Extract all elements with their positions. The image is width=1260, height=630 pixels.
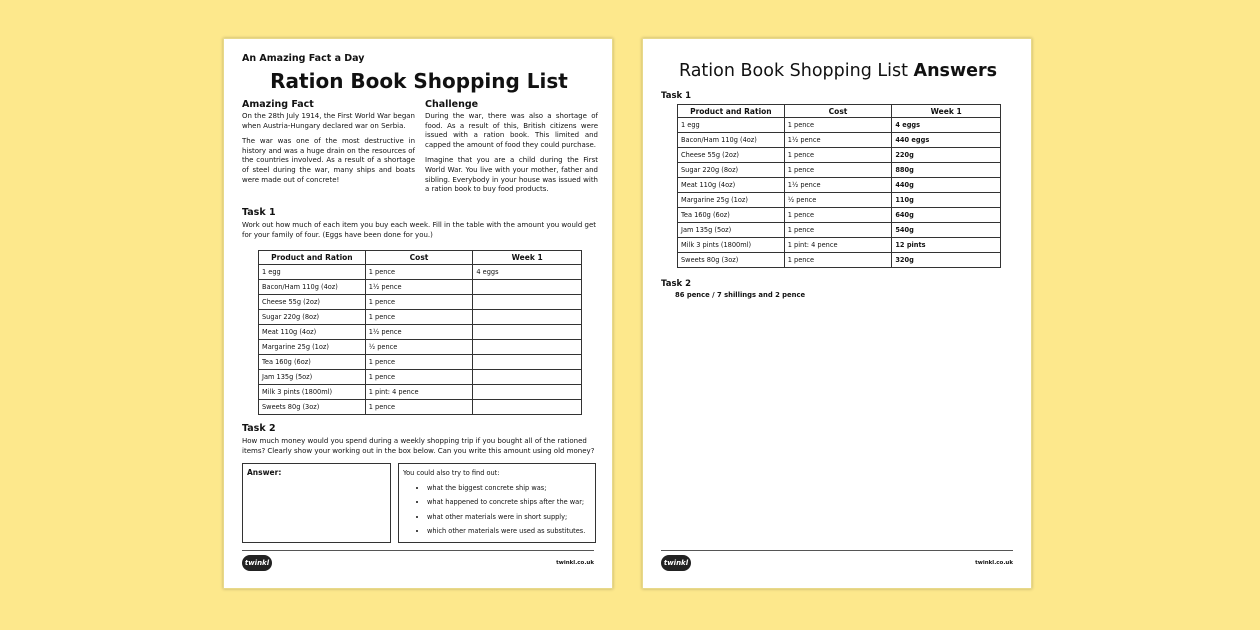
list-item: • which other materials were used as substitutes. [427, 524, 591, 539]
table-row [678, 118, 1001, 133]
cell-cost: 1 pence [365, 265, 473, 280]
table-header-row [259, 251, 582, 265]
answers-page [642, 38, 1032, 589]
worksheet-kicker: An Amazing Fact a Day [242, 53, 365, 64]
cell-product: 1 egg [678, 118, 785, 133]
list-item: • what other materials were in short supply; [427, 510, 591, 525]
worksheet-page [223, 38, 613, 589]
cell-product: Sugar 220g (8oz) [259, 310, 366, 325]
cell-product: Cheese 55g (2oz) [259, 295, 366, 310]
cell-week1: 440 eggs [892, 133, 1001, 148]
cell-product: Jam 135g (5oz) [678, 223, 785, 238]
task2-instructions: How much money would you spend during a weekly shopping trip if you bought all of the rationed items? Clearly show your working out in the box below. Can you write this amount using old money? [242, 437, 595, 455]
cell-week1: 640g [892, 208, 1001, 223]
cell-week1[interactable] [473, 295, 582, 310]
cell-product: Meat 110g (4oz) [259, 325, 366, 340]
cell-cost: 1½ pence [784, 133, 892, 148]
answers-task1-heading: Task 1 [661, 91, 692, 101]
find-out-box [398, 463, 596, 543]
cell-cost: 1 pint: 4 pence [365, 385, 473, 400]
cell-week1: 880g [892, 163, 1001, 178]
cell-product: Jam 135g (5oz) [259, 370, 366, 385]
cell-product: Meat 110g (4oz) [678, 178, 785, 193]
amazing-fact-paragraph-1: On the 28th July 1914, the First World War began when Austria-Hungary declared war on Serbia. [242, 112, 415, 130]
table-row [678, 148, 1001, 163]
cell-week1[interactable] [473, 340, 582, 355]
cell-cost: 1 pence [784, 148, 892, 163]
table-header-row [678, 105, 1001, 118]
header-product: Product and Ration [259, 251, 366, 265]
cell-week1: 320g [892, 253, 1001, 268]
table-row [259, 400, 582, 415]
table-row [678, 253, 1001, 268]
cell-week1: 110g [892, 193, 1001, 208]
cell-cost: 1 pence [365, 400, 473, 415]
cell-product: Sweets 80g (3oz) [259, 400, 366, 415]
cell-week1[interactable] [473, 310, 582, 325]
answers-task2-answer: 86 pence / 7 shillings and 2 pence [675, 291, 806, 299]
header-cost: Cost [365, 251, 473, 265]
table-row [678, 178, 1001, 193]
twinkl-logo: twinkl [661, 555, 691, 571]
table-row [259, 265, 582, 280]
table-row [259, 295, 582, 310]
answers-title [643, 61, 1033, 81]
cell-cost: 1 pence [365, 295, 473, 310]
table-row [259, 310, 582, 325]
table-row [259, 385, 582, 400]
table-row [678, 208, 1001, 223]
header-cost: Cost [784, 105, 892, 118]
cell-cost: 1½ pence [365, 280, 473, 295]
answers-title-bold: Answers [913, 61, 998, 81]
cell-product: Milk 3 pints (1800ml) [678, 238, 785, 253]
worksheet-title: Ration Book Shopping List [270, 69, 568, 93]
cell-cost: 1 pence [365, 355, 473, 370]
cell-product: Bacon/Ham 110g (4oz) [678, 133, 785, 148]
challenge-paragraph-1: During the war, there was also a shortage of food. As a result of this, British citizens were issued with a ration book. This limited and capped the amount of food they could purchase. [425, 112, 598, 149]
answer-box[interactable] [242, 463, 391, 543]
cell-cost: 1 pence [784, 223, 892, 238]
cell-product: Cheese 55g (2oz) [678, 148, 785, 163]
table-row [678, 193, 1001, 208]
table-row [259, 325, 582, 340]
cell-week1[interactable] [473, 355, 582, 370]
cell-cost: 1 pence [784, 253, 892, 268]
cell-product: Tea 160g (6oz) [678, 208, 785, 223]
table-row [678, 238, 1001, 253]
cell-week1: 220g [892, 148, 1001, 163]
cell-cost: ½ pence [365, 340, 473, 355]
table-row [678, 223, 1001, 238]
answers-task2-heading: Task 2 [661, 279, 692, 289]
ration-table [258, 250, 582, 415]
footer-site: twinkl.co.uk [975, 560, 1013, 566]
task1-heading: Task 1 [242, 207, 276, 218]
table-row [259, 355, 582, 370]
table-row [259, 280, 582, 295]
list-item: • what the biggest concrete ship was; [427, 481, 591, 496]
cell-cost: 1 pint: 4 pence [784, 238, 892, 253]
cell-week1: 440g [892, 178, 1001, 193]
amazing-fact-heading: Amazing Fact [242, 99, 314, 110]
twinkl-logo: twinkl [242, 555, 272, 571]
cell-week1[interactable] [473, 385, 582, 400]
cell-cost: 1 pence [784, 163, 892, 178]
amazing-fact-paragraph-2: The war was one of the most destructive in history and was a huge drain on the resources of the countries involved. As a result of a shortage of steel during the war, many ships and boats were made out of concrete! [242, 137, 415, 184]
challenge-paragraph-2: Imagine that you are a child during the First World War. You live with your mother, father and sibling. Everybody in your house was issued with a ration book to buy food products. [425, 156, 598, 194]
cell-week1[interactable] [473, 280, 582, 295]
cell-week1[interactable] [473, 370, 582, 385]
cell-product: Milk 3 pints (1800ml) [259, 385, 366, 400]
cell-product: 1 egg [259, 265, 366, 280]
answers-table [677, 104, 1001, 268]
cell-product: Margarine 25g (1oz) [678, 193, 785, 208]
footer-divider [242, 550, 594, 551]
cell-week1: 12 pints [892, 238, 1001, 253]
cell-week1[interactable] [473, 325, 582, 340]
cell-product: Margarine 25g (1oz) [259, 340, 366, 355]
amazing-fact-section [242, 99, 415, 191]
cell-week1[interactable] [473, 400, 582, 415]
list-item: • what happened to concrete ships after the war; [427, 495, 591, 510]
find-out-list [403, 481, 591, 539]
footer-divider [661, 550, 1013, 551]
cell-cost: 1 pence [365, 370, 473, 385]
cell-week1: 4 eggs [892, 118, 1001, 133]
cell-week1: 540g [892, 223, 1001, 238]
table-row [259, 370, 582, 385]
cell-product: Sweets 80g (3oz) [678, 253, 785, 268]
cell-cost: 1 pence [365, 310, 473, 325]
cell-cost: 1 pence [784, 118, 892, 133]
cell-cost: 1½ pence [784, 178, 892, 193]
footer-site: twinkl.co.uk [556, 560, 594, 566]
cell-product: Tea 160g (6oz) [259, 355, 366, 370]
cell-cost: 1 pence [784, 208, 892, 223]
challenge-heading: Challenge [425, 99, 479, 110]
table-row [678, 133, 1001, 148]
header-product: Product and Ration [678, 105, 785, 118]
cell-product: Bacon/Ham 110g (4oz) [259, 280, 366, 295]
table-row [678, 163, 1001, 178]
cell-cost: ½ pence [784, 193, 892, 208]
header-week1: Week 1 [473, 251, 582, 265]
task2-heading: Task 2 [242, 423, 276, 434]
header-week1: Week 1 [892, 105, 1001, 118]
cell-cost: 1½ pence [365, 325, 473, 340]
answer-label: Answer: [247, 468, 282, 477]
cell-product: Sugar 220g (8oz) [678, 163, 785, 178]
challenge-section [425, 99, 598, 201]
task1-instructions: Work out how much of each item you buy each week. Fill in the table with the amount you would get for your family of four. (Eggs have been done for you.) [242, 221, 596, 239]
table-row [259, 340, 582, 355]
cell-week1[interactable]: 4 eggs [473, 265, 582, 280]
answers-title-main: Ration Book Shopping List [678, 61, 914, 81]
find-out-intro: You could also try to find out: [403, 469, 500, 477]
